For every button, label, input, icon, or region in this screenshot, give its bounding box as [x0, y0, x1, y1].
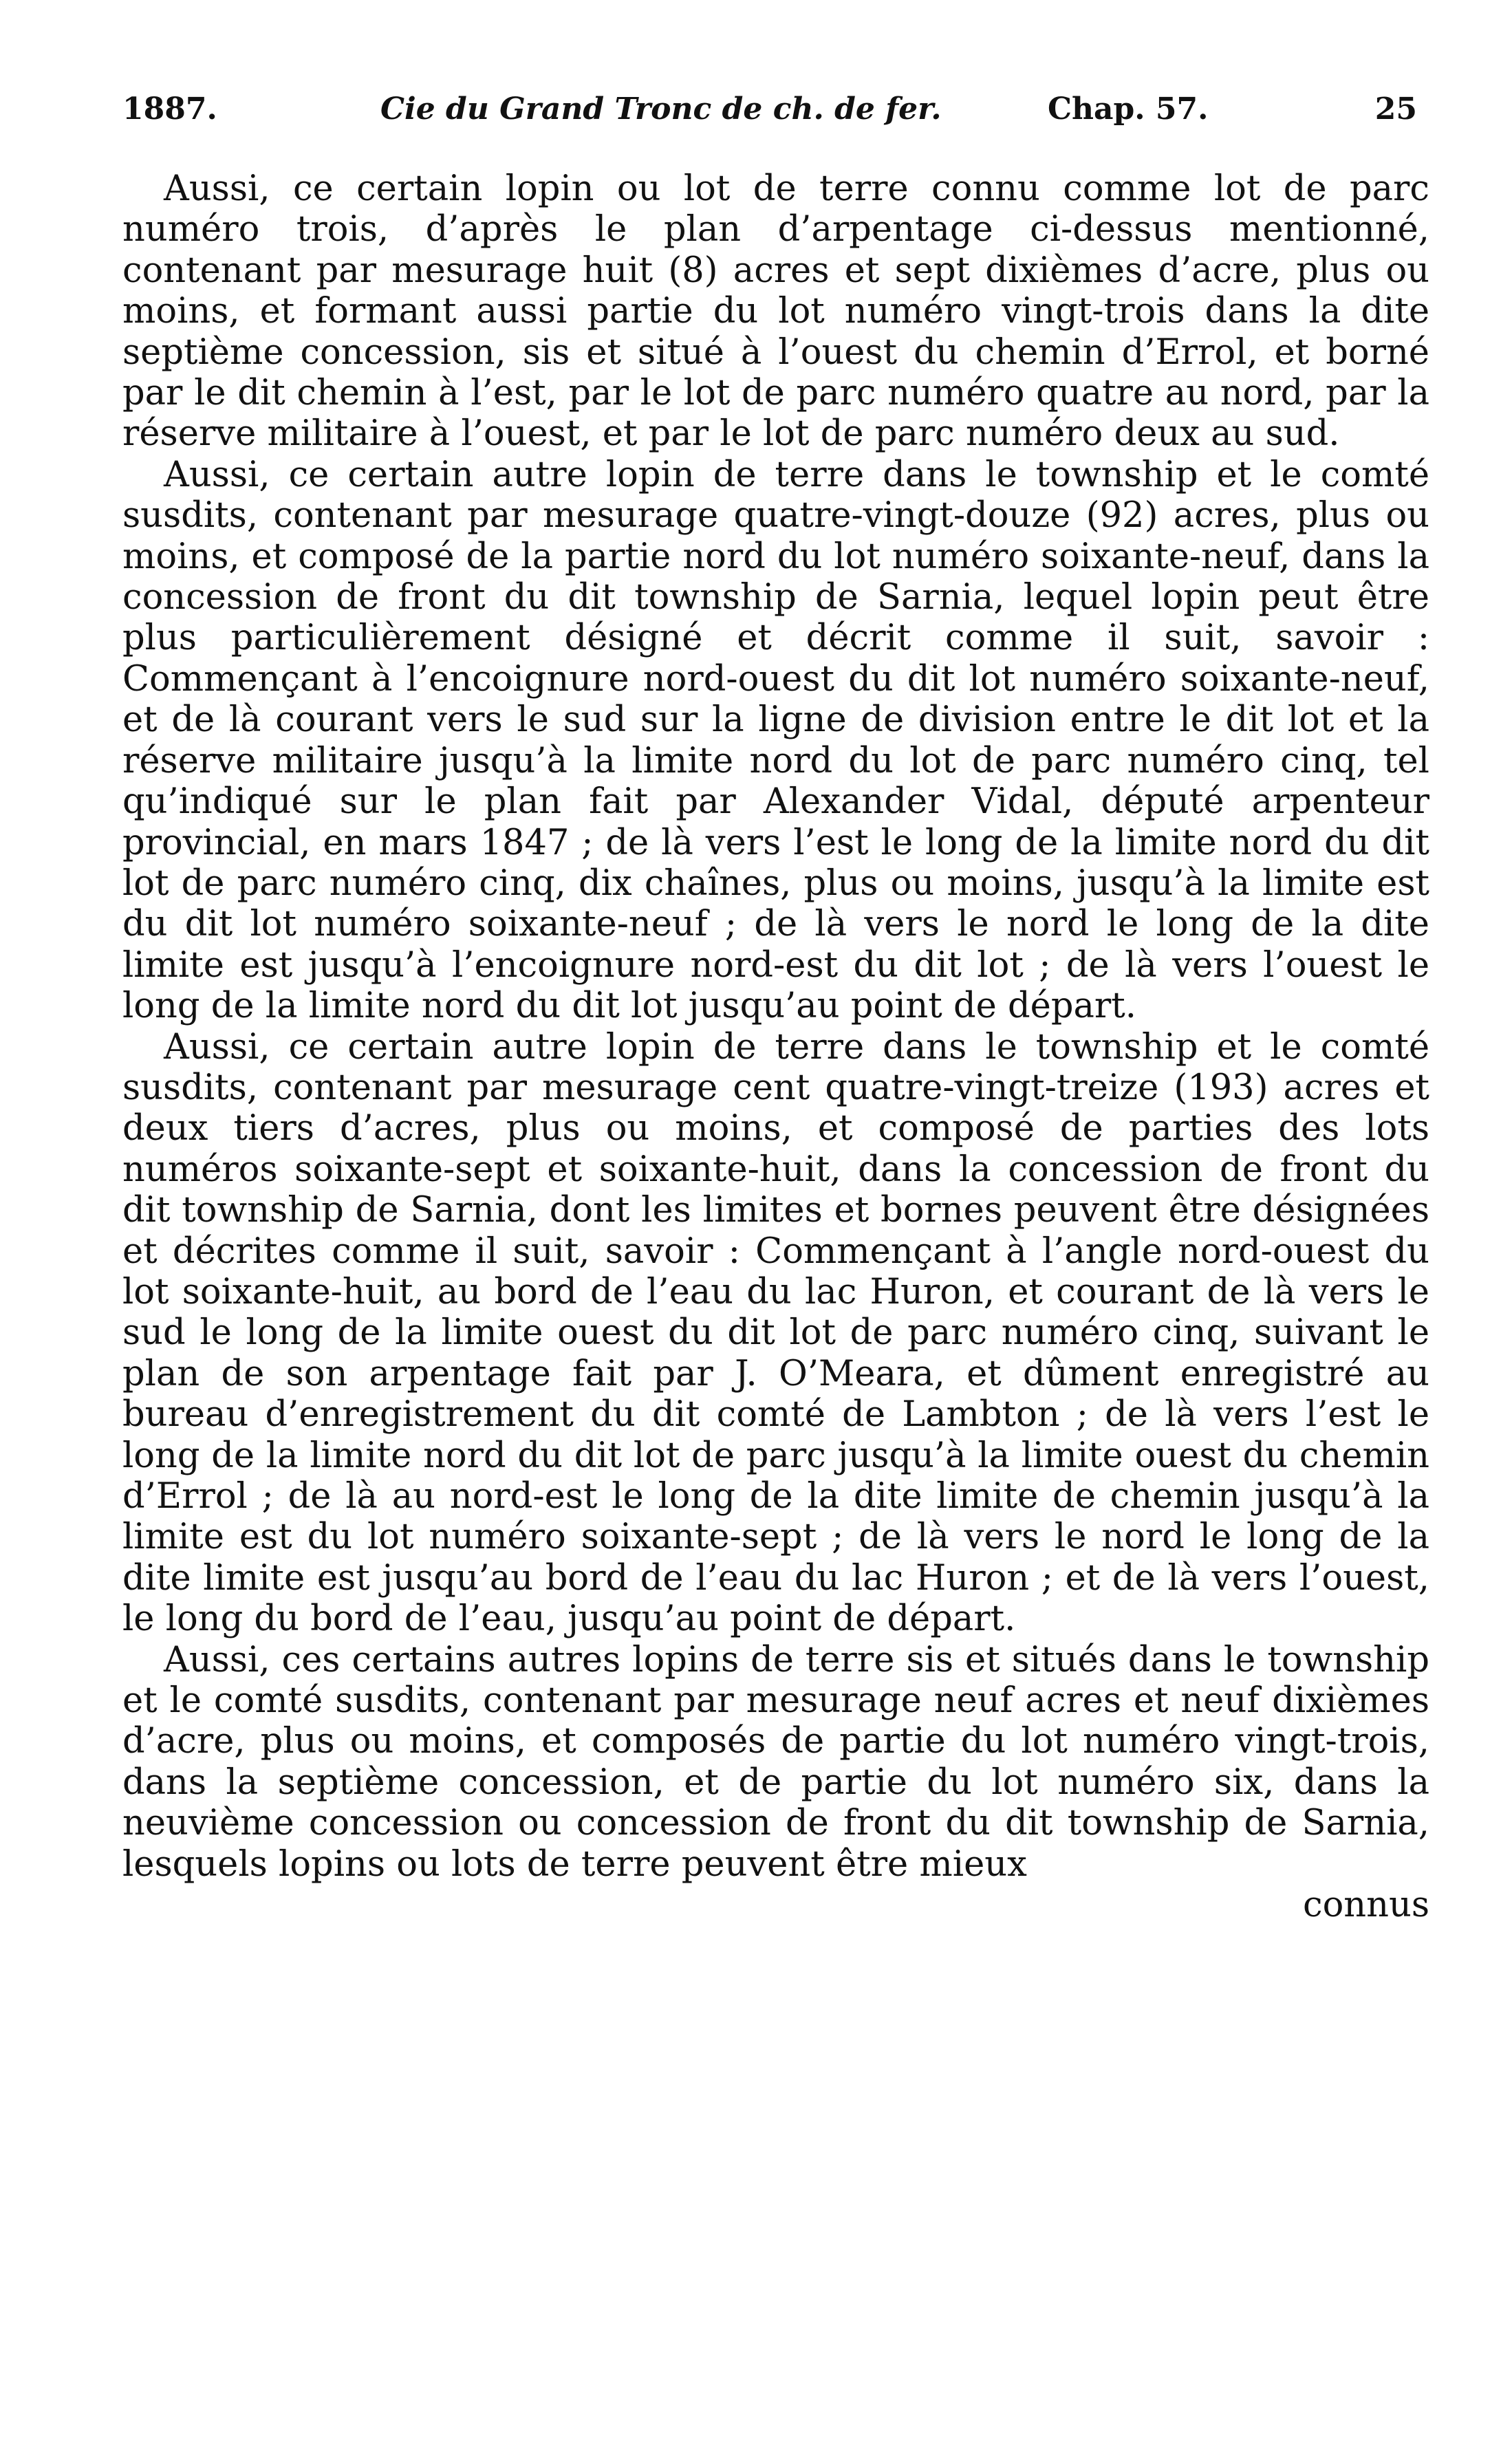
header-chapter: Chap. 57. — [1048, 91, 1209, 127]
page-number: 25 — [1374, 91, 1417, 127]
paragraph: Aussi, ce certain autre lopin de terre dans le township et le comté susdits, contenant par mesurage cent quatre-vingt-treize (193) acres et deux tiers d’acres, plus ou moins, et composé de parties des lots numéros soixante-sept et soixante-huit, dans la concession de front du dit township de Sarnia, dont les limites et bornes peuvent être désignées et décrites comme il suit, savoir : Commençant à l’angle nord-ouest du lot soixante-huit, au bord de l’eau du lac Huron, et courant de là vers le sud le long de la limite ouest du dit lot de parc numéro cinq, suivant le plan de son arpentage fait par J. O’Meara, et dûment enregistré au bureau d’enregistrement du dit comté de Lambton ; de là vers l’est le long de la limite nord du dit lot de parc jusqu’à la limite ouest du chemin d’Errol ; de là au nord-est le long de la dite limite de chemin jusqu’à la limite est du lot numéro soixante-sept ; de là vers le nord le long de la dite limite est jusqu’au bord de l’eau du lac Huron ; et de là vers l’ouest, le long du bord de l’eau, jusqu’au point de départ. — [122, 1026, 1429, 1640]
document-page — [122, 79, 1429, 1925]
header-title: Cie du Grand Tronc de ch. de fer. — [380, 91, 942, 127]
paragraph: Aussi, ces certains autres lopins de terre sis et situés dans le township et le comté susdits, contenant par mesurage neuf acres et neuf dixièmes d’acre, plus ou moins, et composés de partie du lot numéro vingt-trois, dans la septième concession, et de partie du lot numéro six, dans la neuvième concession ou concession de front du dit township de Sarnia, lesquels lopins ou lots de terre peuvent être mieux — [122, 1639, 1429, 1885]
header-year: 1887. — [122, 91, 217, 127]
paragraph: Aussi, ce certain lopin ou lot de terre connu comme lot de parc numéro trois, d’après le plan d’arpentage ci-dessus mentionné, contenant par mesurage huit (8) acres et sept dixièmes d’acre, plus ou moins, et formant aussi partie du lot numéro vingt-trois dans la dite septième concession, sis et situé à l’ouest du chemin d’Errol, et borné par le dit chemin à l’est, par le lot de parc numéro quatre au nord, par la réserve militaire à l’ouest, et par le lot de parc numéro deux au sud. — [122, 169, 1429, 455]
body-text — [122, 169, 1429, 1885]
running-header — [122, 79, 1429, 134]
paragraph: Aussi, ce certain autre lopin de terre dans le township et le comté susdits, contenant par mesurage quatre-vingt-douze (92) acres, plus ou moins, et composé de la partie nord du lot numéro soixante-neuf, dans la concession de front du dit township de Sarnia, lequel lopin peut être plus particulièrement désigné et décrit comme il suit, savoir : Commençant à l’encoignure nord-ouest du dit lot numéro soixante-neuf, et de là courant vers le sud sur la ligne de division entre le dit lot et la réserve militaire jusqu’à la limite nord du lot de parc numéro cinq, tel qu’indiqué sur le plan fait par Alexander Vidal, député arpenteur provincial, en mars 1847 ; de là vers l’est le long de la limite nord du dit lot de parc numéro cinq, dix chaînes, plus ou moins, jusqu’à la limite est du dit lot numéro soixante-neuf ; de là vers le nord le long de la dite limite est jusqu’à l’encoignure nord-est du dit lot ; de là vers l’ouest le long de la limite nord du dit lot jusqu’au point de départ. — [122, 454, 1429, 1027]
catchword: connus — [1303, 1885, 1429, 1926]
